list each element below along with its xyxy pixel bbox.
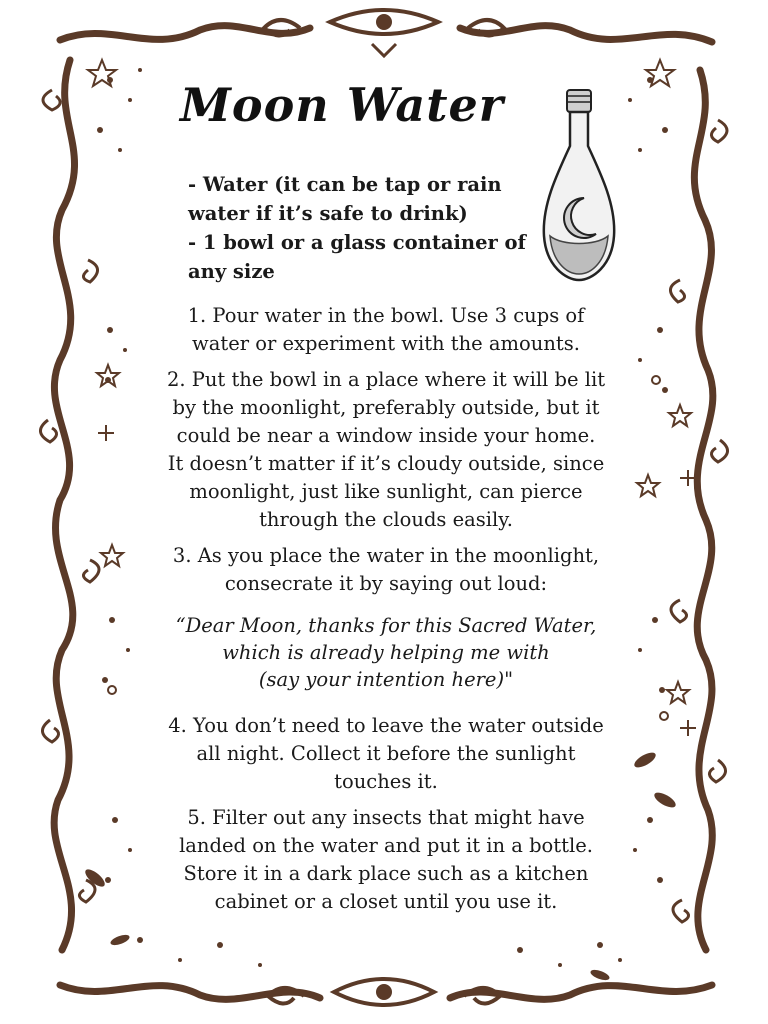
ingredient-list <box>188 170 528 286</box>
moon-bottle-icon <box>536 86 622 286</box>
ingredient-item: - Water (it can be tap or rain water if it’s safe to drink) <box>188 173 502 225</box>
step-4: 4. You don’t need to leave the water outside all night. Collect it before the sunlight touches it. <box>168 714 604 793</box>
step-list <box>148 302 624 598</box>
step-2: 2. Put the bowl in a place where it will be lit by the moonlight, preferably outside, but it could be near a window inside your home. It doesn’t matter if it’s cloudy outside, since moonlight, just like sunlight, can pierce through the clouds easily. <box>166 368 606 531</box>
step-5: 5. Filter out any insects that might have landed on the water and put it in a bottle. Store it in a dark place such as a kitchen cabinet or a closet until you use it. <box>179 806 593 913</box>
step-1: 1. Pour water in the bowl. Use 3 cups of water or experiment with the amounts. <box>187 304 585 355</box>
ingredient-item: - 1 bowl or a glass container of any size <box>188 231 526 283</box>
step-list-continued <box>148 712 624 916</box>
incantation-quote: “Dear Moon, thanks for this Sacred Water, which is already helping me with (say your intention here)" <box>175 614 597 691</box>
step-3: 3. As you place the water in the moonlight, consecrate it by saying out loud: <box>172 544 600 595</box>
page-title: Moon Water <box>180 78 504 132</box>
